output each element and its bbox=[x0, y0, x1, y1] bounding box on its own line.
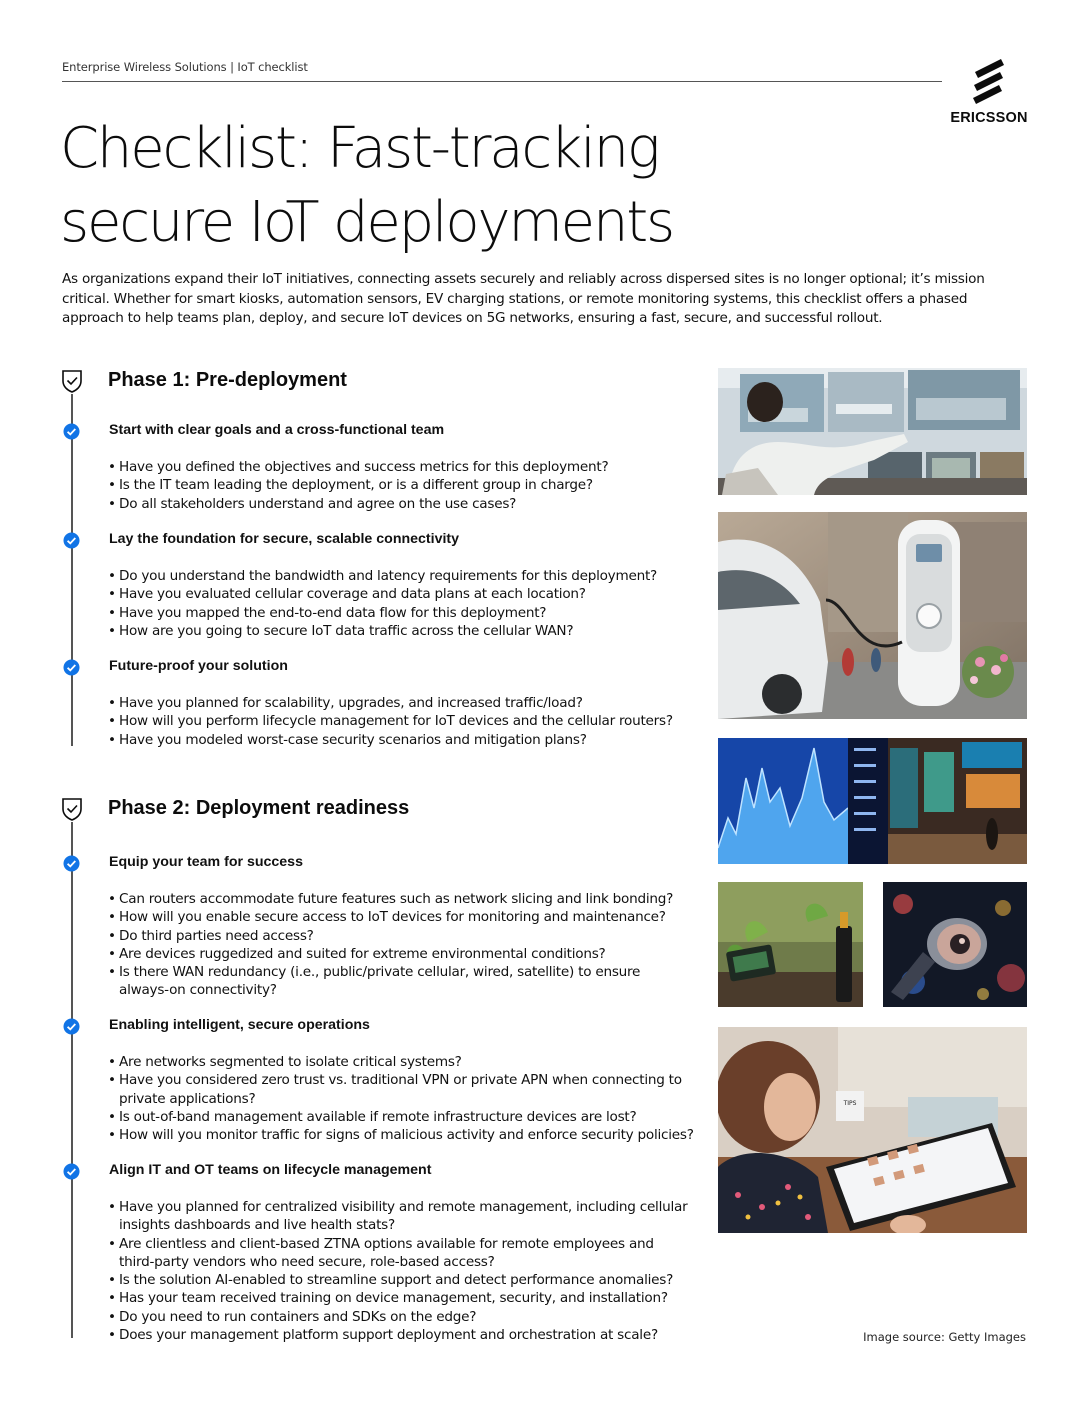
list-item: • Is the solution AI-enabled to streamline support and detect performance anomalies? bbox=[108, 1271, 688, 1289]
question-list bbox=[108, 694, 673, 749]
photo-monitoring-room bbox=[718, 368, 1027, 495]
ericsson-e-icon bbox=[971, 58, 1007, 104]
list-item: • How are you going to secure IoT data traffic across the cellular WAN? bbox=[108, 622, 657, 640]
check-circle-icon bbox=[63, 532, 80, 549]
shield-check-icon bbox=[61, 369, 83, 393]
intro-paragraph: As organizations expand their IoT initiatives, connecting assets securely and reliably across dispersed sites is no longer optional; it’s mission critical. Whether for smart kiosks, automation sensors, EV charging stations, or remote monitoring systems, this checklist offers a phased approach to help teams plan, deploy, and secure IoT devices on 5G networks, ensuring a fast, secure, and successful rollout. bbox=[62, 271, 985, 326]
section-title: Start with clear goals and a cross-functional team bbox=[109, 422, 445, 438]
logo-wordmark: ERICSSON bbox=[950, 110, 1028, 126]
tips-sign-text: TIPS bbox=[843, 1100, 857, 1107]
title-line-1: Checklist: Fast-tracking bbox=[60, 116, 659, 181]
shield-check-icon bbox=[61, 797, 83, 821]
image-source-caption: Image source: Getty Images bbox=[863, 1330, 1026, 1344]
check-circle-icon bbox=[63, 855, 80, 872]
question-list bbox=[108, 567, 657, 640]
list-item: • Are clientless and client-based ZTNA options available for remote employees and third-party vendors who need secure, role-based access? bbox=[108, 1235, 688, 1272]
question-list bbox=[108, 890, 678, 1000]
section-title: Future-proof your solution bbox=[109, 658, 288, 674]
check-circle-icon bbox=[63, 1018, 80, 1035]
list-item: • Is there WAN redundancy (i.e., public/private cellular, wired, satellite) to ensure always-on connectivity? bbox=[108, 963, 678, 1000]
list-item: • How will you perform lifecycle management for IoT devices and the cellular routers? bbox=[108, 712, 673, 730]
section-title: Enabling intelligent, secure operations bbox=[109, 1017, 370, 1033]
section-title: Equip your team for success bbox=[109, 854, 303, 870]
phase-2-timeline bbox=[71, 822, 73, 1338]
list-item: • Do you need to run containers and SDKs on the edge? bbox=[108, 1308, 688, 1326]
question-list bbox=[108, 1198, 688, 1344]
check-circle-icon bbox=[63, 659, 80, 676]
list-item: • Has your team received training on device management, security, and installation? bbox=[108, 1289, 688, 1307]
list-item: • Can routers accommodate future features such as network slicing and link bonding? bbox=[108, 890, 678, 908]
list-item: • Do you understand the bandwidth and latency requirements for this deployment? bbox=[108, 567, 657, 585]
list-item: • Is out-of-band management available if remote infrastructure devices are lost? bbox=[108, 1108, 698, 1126]
document-header: Enterprise Wireless Solutions | IoT checklist bbox=[62, 60, 308, 74]
section-title: Lay the foundation for secure, scalable connectivity bbox=[109, 531, 460, 547]
phase-1-title: Phase 1: Pre-deployment bbox=[108, 369, 347, 391]
photo-soil-sensor bbox=[718, 882, 863, 1007]
list-item: • Have you mapped the end-to-end data flow for this deployment? bbox=[108, 604, 657, 622]
phase-1-timeline bbox=[71, 394, 73, 746]
page-title bbox=[60, 112, 673, 260]
photo-security-camera bbox=[883, 882, 1027, 1007]
list-item: • Have you planned for scalability, upgrades, and increased traffic/load? bbox=[108, 694, 673, 712]
question-list bbox=[108, 1053, 698, 1144]
list-item: • Have you considered zero trust vs. traditional VPN or private APN when connecting to private applications? bbox=[108, 1071, 698, 1108]
photo-data-city-night bbox=[718, 738, 1027, 864]
list-item: • How will you monitor traffic for signs of malicious activity and enforce security policies? bbox=[108, 1126, 698, 1144]
title-line-2: secure IoT deployments bbox=[60, 190, 673, 255]
list-item: • Do all stakeholders understand and agree on the use cases? bbox=[108, 495, 608, 513]
phase-2-title: Phase 2: Deployment readiness bbox=[108, 797, 410, 819]
list-item: • Have you defined the objectives and success metrics for this deployment? bbox=[108, 458, 608, 476]
list-item: • Are devices ruggedized and suited for extreme environmental conditions? bbox=[108, 945, 678, 963]
check-circle-icon bbox=[63, 1163, 80, 1180]
question-list bbox=[108, 458, 608, 513]
list-item: • Have you planned for centralized visibility and remote management, including cellular insights dashboards and live health stats? bbox=[108, 1198, 688, 1235]
list-item: • Have you modeled worst-case security scenarios and mitigation plans? bbox=[108, 731, 673, 749]
list-item: • Is the IT team leading the deployment, or is a different group in charge? bbox=[108, 476, 608, 494]
check-circle-icon bbox=[63, 423, 80, 440]
list-item: • Have you evaluated cellular coverage and data plans at each location? bbox=[108, 585, 657, 603]
section-title: Align IT and OT teams on lifecycle management bbox=[109, 1162, 432, 1178]
photo-tablet-pos bbox=[718, 1027, 1027, 1233]
header-divider bbox=[62, 81, 942, 82]
list-item: • Are networks segmented to isolate critical systems? bbox=[108, 1053, 698, 1071]
photo-ev-charger bbox=[718, 512, 1027, 719]
list-item: • How will you enable secure access to IoT devices for monitoring and maintenance? bbox=[108, 908, 678, 926]
list-item: • Do third parties need access? bbox=[108, 927, 678, 945]
list-item: • Does your management platform support deployment and orchestration at scale? bbox=[108, 1326, 688, 1344]
ericsson-logo bbox=[948, 58, 1030, 126]
